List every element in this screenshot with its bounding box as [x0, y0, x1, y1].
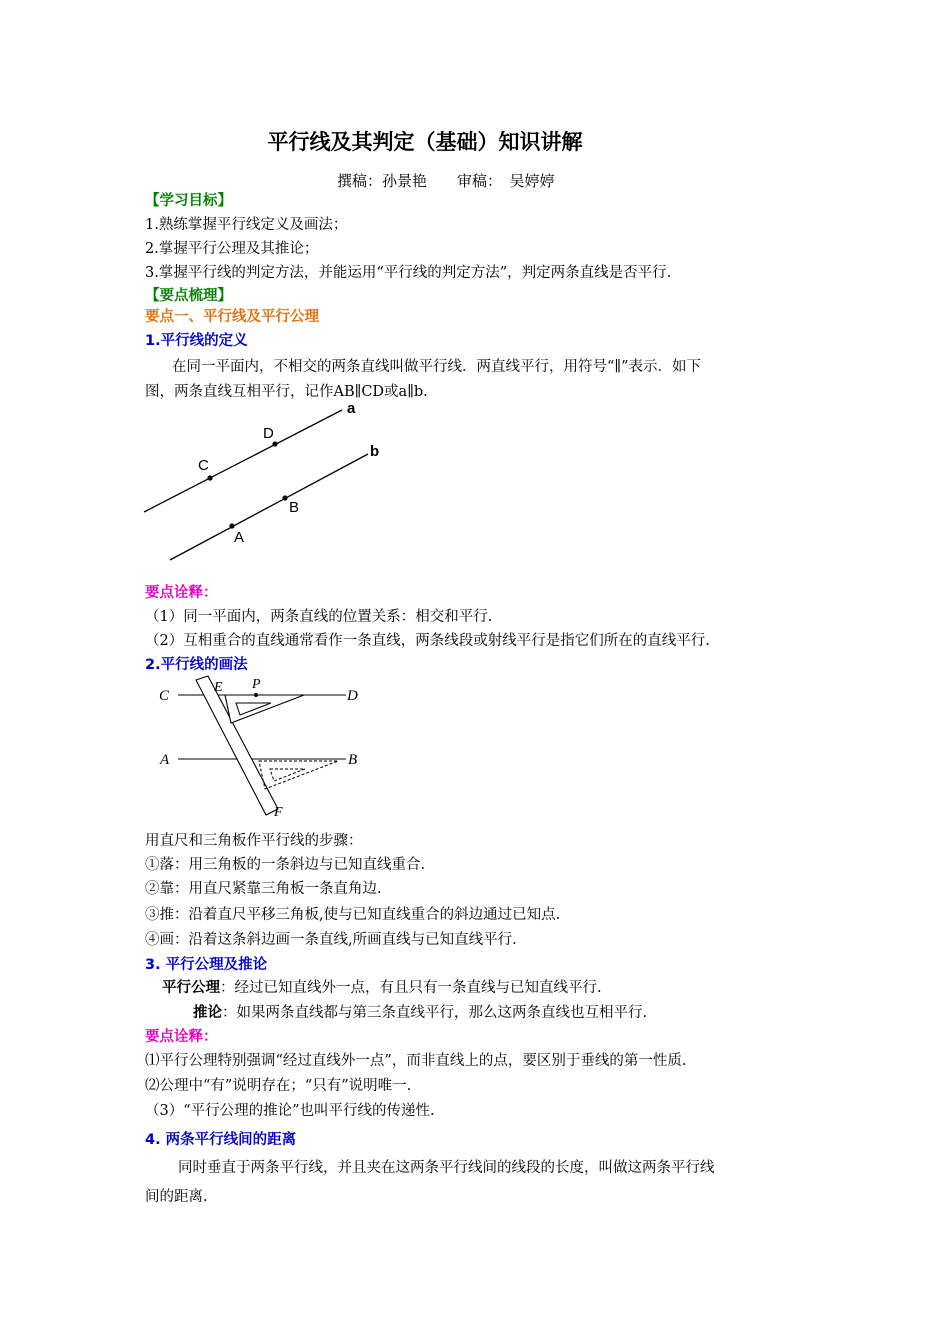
step-item: ③推：沿着直尺平移三角板,使与已知直线重合的斜边通过已知点.	[145, 907, 561, 923]
section2-title: 2.平行线的画法	[145, 657, 248, 673]
point1-header: 要点一、平行线及平行公理	[145, 309, 319, 325]
note2-item: ⑴平行公理特别强调“经过直线外一点”，而非直线上的点，要区别于垂线的第一性质.	[145, 1053, 687, 1069]
note2-item: （3）“平行公理的推论”也叫平行线的传递性.	[145, 1103, 435, 1119]
axiom-text: ：经过已知直线外一点，有且只有一条直线与已知直线平行.	[220, 980, 602, 996]
note1-header: 要点诠释：	[145, 585, 218, 601]
label-c: C	[198, 457, 209, 474]
page-title: 平行线及其判定（基础）知识讲解	[267, 130, 583, 154]
section1-paragraph-line1: 在同一平面内，不相交的两条直线叫做平行线．两直线平行，用符号“∥”表示．如下	[172, 359, 702, 375]
fig2-label-b: B	[348, 752, 358, 768]
section4-paragraph-line1: 同时垂直于两条平行线，并且夹在这两条平行线间的线段的长度，叫做这两条平行线	[178, 1160, 715, 1176]
drawing-method-figure	[150, 675, 370, 820]
section3-title: 3. 平行公理及推论	[145, 957, 268, 973]
note2-item: ⑵公理中“有”说明存在；“只有”说明唯一.	[145, 1078, 412, 1094]
point-p-dot	[254, 693, 258, 697]
fig2-label-p: P	[252, 677, 261, 692]
label-pb: B	[289, 499, 300, 516]
section1-paragraph-line2: 图，两条直线互相平行，记作AB∥CD或a∥b.	[145, 384, 428, 400]
point-b-dot	[282, 495, 287, 500]
goal-item: 2.掌握平行公理及其推论；	[145, 241, 319, 257]
line-a	[144, 410, 342, 512]
label-a: a	[347, 400, 356, 417]
label-b: b	[370, 443, 380, 460]
point-a-dot	[229, 523, 234, 528]
label-d: D	[263, 425, 274, 442]
point-d-dot	[272, 441, 277, 446]
label-pa: A	[234, 529, 245, 546]
point-c-dot	[207, 475, 212, 480]
fig2-label-e: E	[214, 680, 223, 695]
step-item: ①落：用三角板的一条斜边与已知直线重合.	[145, 857, 426, 873]
step-item: ④画：沿着这条斜边画一条直线,所画直线与已知直线平行.	[145, 932, 517, 948]
note1-item: （1）同一平面内，两条直线的位置关系：相交和平行.	[145, 609, 493, 625]
note2-header: 要点诠释：	[145, 1029, 218, 1045]
step-item: ②靠：用直尺紧靠三角板一条直角边.	[145, 881, 382, 897]
goal-item: 3.掌握平行线的判定方法，并能运用“平行线的判定方法”，判定两条直线是否平行.	[145, 265, 672, 281]
fig2-label-f: F	[274, 805, 283, 820]
set-square-dashed	[259, 761, 338, 789]
goals-header: 【学习目标】	[145, 193, 232, 209]
authors-line: 撰稿：孙景艳 审稿： 吴婷婷	[337, 172, 555, 190]
set-square-dashed-inner	[270, 769, 305, 781]
steps-intro: 用直尺和三角板作平行线的步骤：	[145, 833, 363, 849]
fig2-label-a: A	[160, 752, 170, 768]
fig2-label-c: C	[159, 688, 170, 704]
fig2-label-d: D	[347, 688, 358, 704]
section4-paragraph-line2: 间的距离.	[145, 1189, 208, 1205]
axiom-label: 平行公理	[162, 980, 220, 996]
summary-header: 【要点梳理】	[145, 288, 232, 304]
corollary-label: 推论	[193, 1005, 222, 1021]
parallel-lines-figure	[140, 398, 400, 566]
axiom-line	[162, 978, 602, 998]
corollary-line	[193, 1003, 647, 1023]
note1-item: （2）互相重合的直线通常看作一条直线，两条线段或射线平行是指它们所在的直线平行.	[145, 633, 710, 649]
section4-title: 4. 两条平行线间的距离	[145, 1132, 297, 1148]
section1-title: 1.平行线的定义	[145, 333, 248, 349]
goal-item: 1.熟练掌握平行线定义及画法；	[145, 217, 348, 233]
corollary-text: ：如果两条直线都与第三条直线平行，那么这两条直线也互相平行.	[222, 1005, 648, 1021]
set-square	[225, 695, 304, 723]
